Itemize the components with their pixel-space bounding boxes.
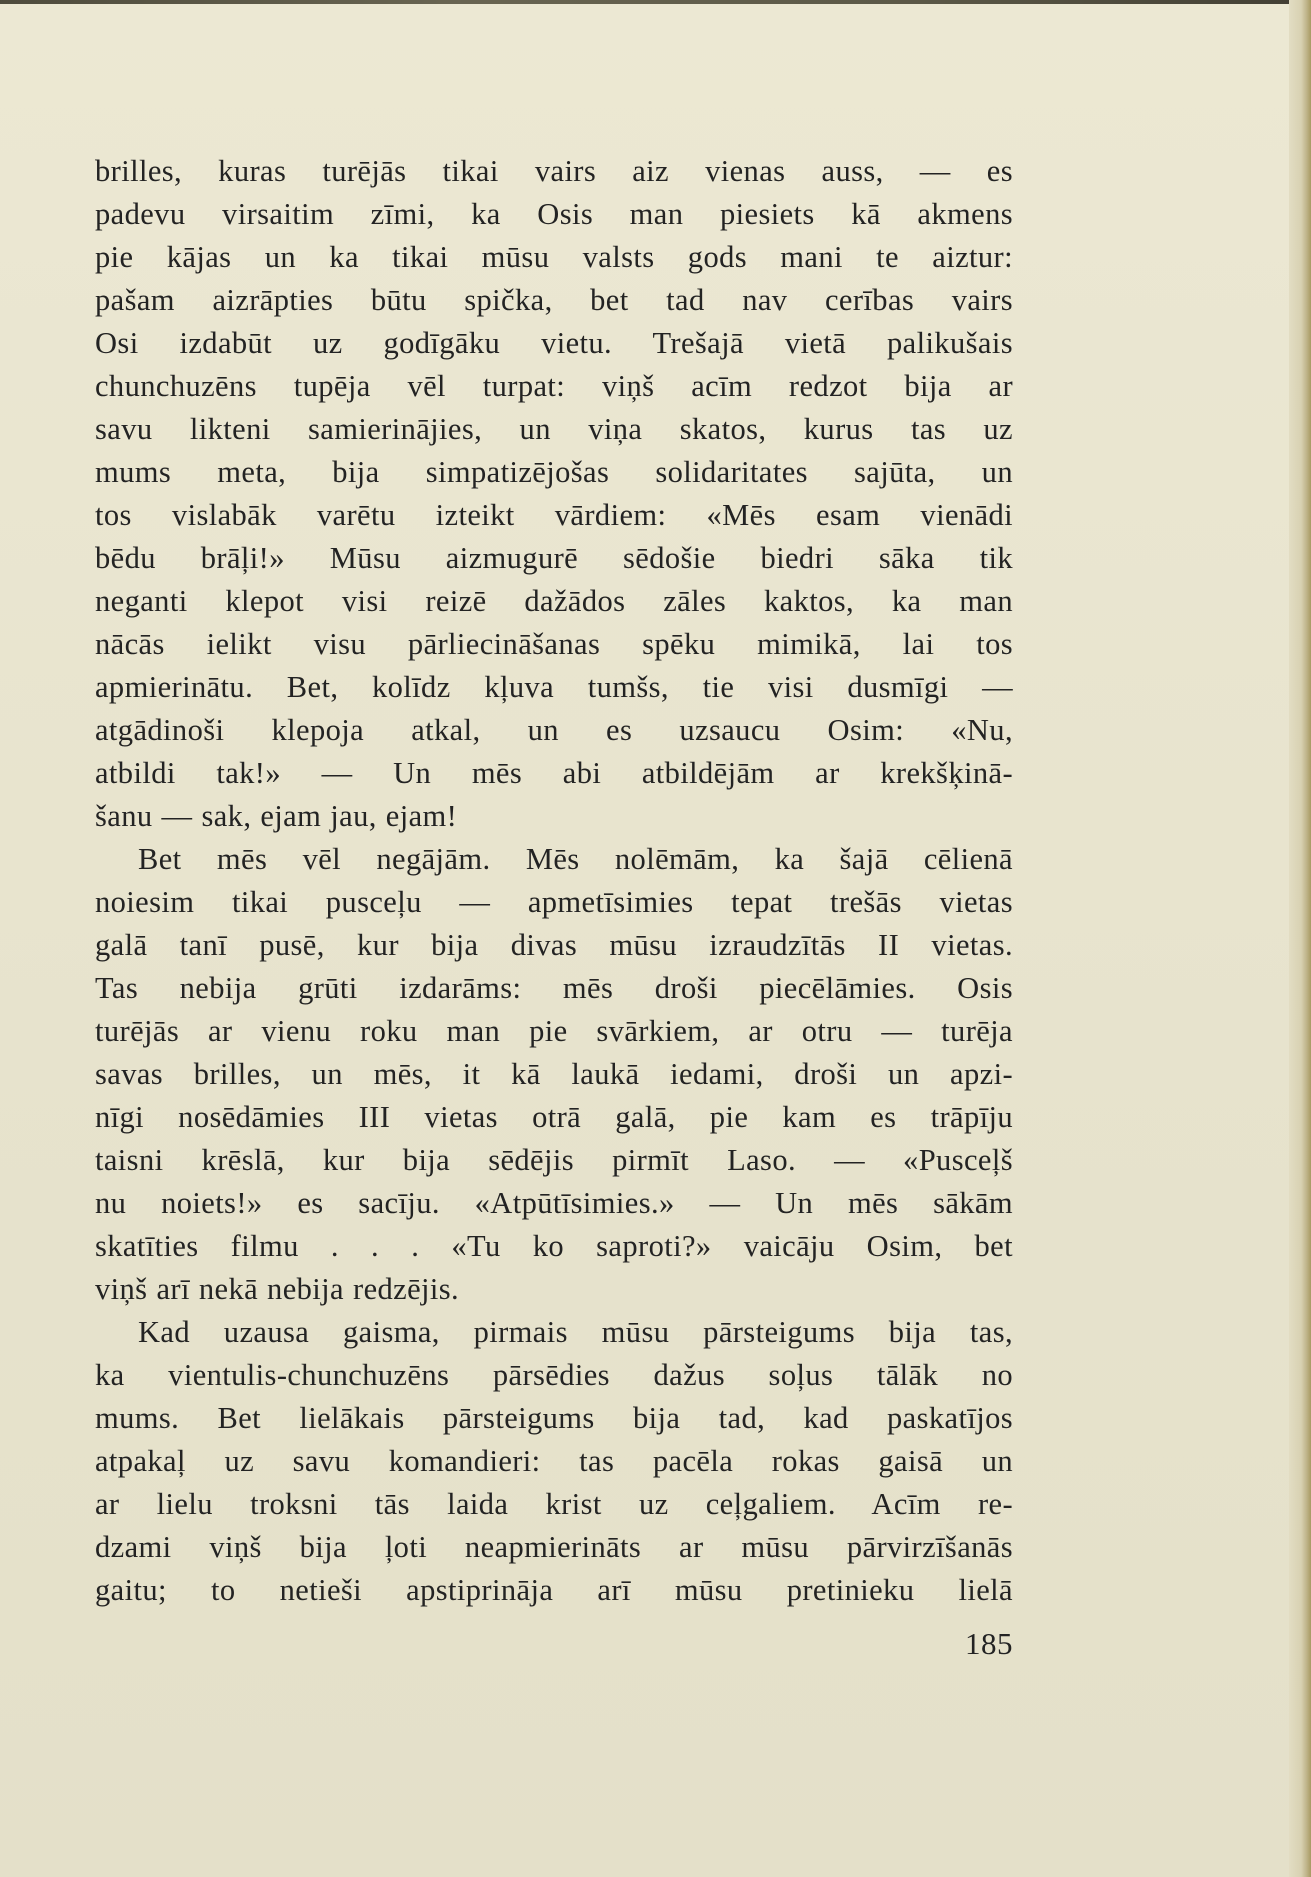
text-line: mums. Bet lielākais pārsteigums bija tad, kad paskatījos: [95, 1401, 1013, 1435]
text-line: bēdu brāļi!» Mūsu aizmugurē sēdošie biedri sāka tik: [95, 541, 1013, 575]
text-line: ar lielu troksni tās laida krist uz ceļgaliem. Acīm re-: [95, 1487, 1013, 1521]
text-line: tos vislabāk varētu izteikt vārdiem: «Mēs esam vienādi: [95, 498, 1013, 532]
text-line: padevu virsaitim zīmi, ka Osis man piesiets kā akmens: [95, 197, 1013, 231]
text-line: galā tanī pusē, kur bija divas mūsu izraudzītās II vietas.: [95, 928, 1013, 962]
text-line: atgādinoši klepoja atkal, un es uzsaucu Osim: «Nu,: [95, 713, 1013, 747]
body-text: [95, 150, 1013, 1612]
text-line: skatīties filmu . . . «Tu ko saproti?» vaicāju Osim, bet: [95, 1229, 1013, 1263]
text-line: turējās ar vienu roku man pie svārkiem, ar otru — turēja: [95, 1014, 1013, 1048]
text-line: savas brilles, un mēs, it kā laukā iedami, droši un apzi-: [95, 1057, 1013, 1091]
text-line: gaitu; to netieši apstiprināja arī mūsu pretinieku lielā: [95, 1573, 1013, 1607]
text-line: neganti klepot visi reizē dažādos zāles kaktos, ka man: [95, 584, 1013, 618]
text-line: pašam aizrāpties būtu spička, bet tad nav cerības vairs: [95, 283, 1013, 317]
text-line: pie kājas un ka tikai mūsu valsts gods mani te aiztur:: [95, 240, 1013, 274]
text-line: Tas nebija grūti izdarāms: mēs droši piecēlāmies. Osis: [95, 971, 1013, 1005]
text-line: viņš arī nekā nebija redzējis.: [95, 1272, 460, 1306]
right-page-edge: [1289, 0, 1311, 1877]
text-line: nācās ielikt visu pārliecināšanas spēku mimikā, lai tos: [95, 627, 1013, 661]
text-line: ka vientulis-chunchuzēns pārsēdies dažus soļus tālāk no: [95, 1358, 1013, 1392]
text-line: atbildi tak!» — Un mēs abi atbildējām ar krekšķinā-: [95, 756, 1013, 790]
text-line: taisni krēslā, kur bija sēdējis pirmīt Laso. — «Pusceļš: [95, 1143, 1013, 1177]
text-line: šanu — sak, ejam jau, ejam!: [95, 799, 458, 833]
text-line: Bet mēs vēl negājām. Mēs nolēmām, ka šajā cēlienā: [138, 842, 1013, 876]
text-line: noiesim tikai pusceļu — apmetīsimies tepat trešās vietas: [95, 885, 1013, 919]
top-edge-rule: [0, 0, 1311, 4]
text-line: nīgi nosēdāmies III vietas otrā galā, pie kam es trāpīju: [95, 1100, 1013, 1134]
text-line: Kad uzausa gaisma, pirmais mūsu pārsteigums bija tas,: [138, 1315, 1013, 1349]
text-line: atpakaļ uz savu komandieri: tas pacēla rokas gaisā un: [95, 1444, 1013, 1478]
text-line: dzami viņš bija ļoti neapmierināts ar mūsu pārvirzīšanās: [95, 1530, 1013, 1564]
text-line: chunchuzēns tupēja vēl turpat: viņš acīm redzot bija ar: [95, 369, 1013, 403]
text-line: apmierinātu. Bet, kolīdz kļuva tumšs, tie visi dusmīgi —: [95, 670, 1013, 704]
page-number: 185: [965, 1626, 1013, 1661]
text-line: savu likteni samierinājies, un viņa skatos, kurus tas uz: [95, 412, 1013, 446]
text-line: brilles, kuras turējās tikai vairs aiz vienas auss, — es: [95, 154, 1013, 188]
text-line: Osi izdabūt uz godīgāku vietu. Trešajā vietā palikušais: [95, 326, 1013, 360]
text-line: mums meta, bija simpatizējošas solidaritates sajūta, un: [95, 455, 1013, 489]
text-line: nu noiets!» es sacīju. «Atpūtīsimies.» — Un mēs sākām: [95, 1186, 1013, 1220]
